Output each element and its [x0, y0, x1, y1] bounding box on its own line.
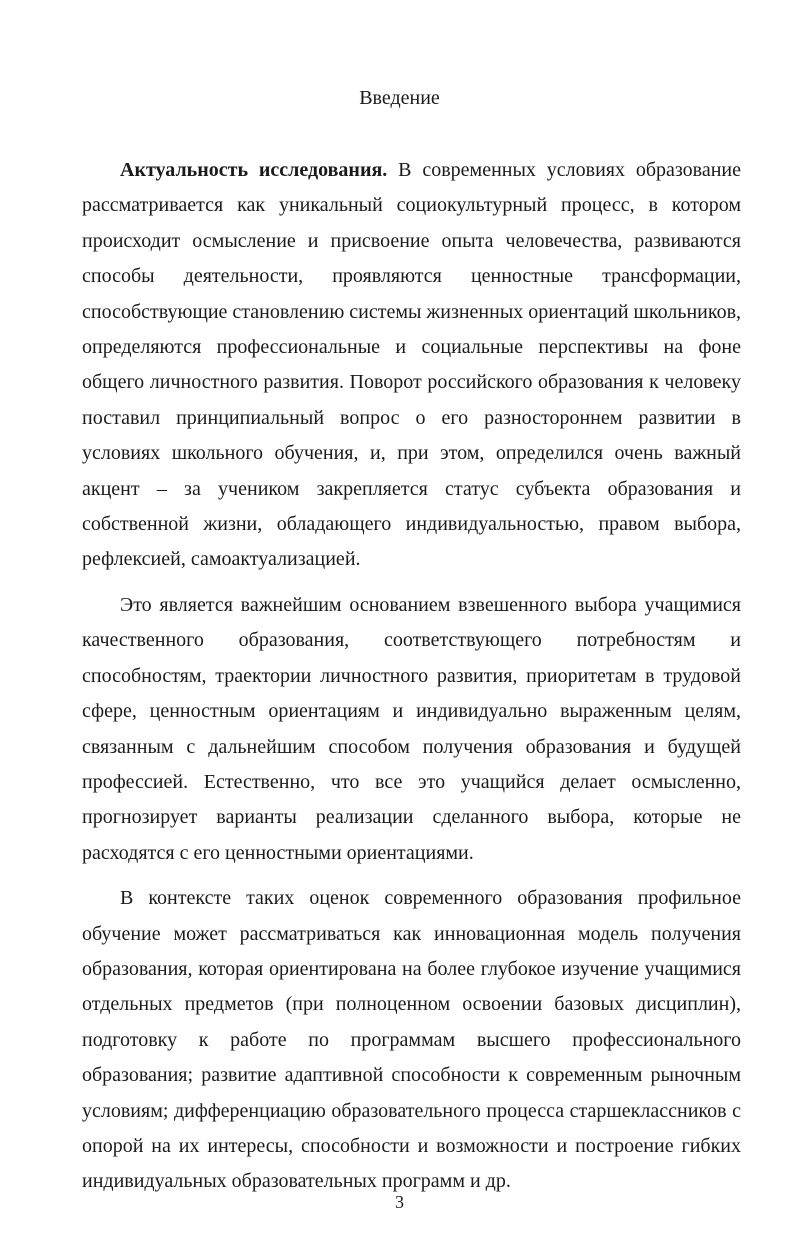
- paragraph-profile-education: В контексте таких оценок современного образования профильное обучение может рассматриваться как инновационная модель получения образования, которая ориентирована на более глубокое изучение учащимися отдельных предметов (при полноценном освоении базовых дисциплин), подготовку к работе по программам высшего профессионального образования; развитие адаптивной способности к современным рыночным условиям; дифференциацию образовательного процесса старшеклассников с опорой на их интересы, способности и возможности и построение гибких индивидуальных образовательных программ и др.: [82, 887, 741, 1193]
- paragraph-choice-basis: Это является важнейшим основанием взвешенного выбора учащимися качественного образования, соответствующего потребностям и способностям, траектории личностного развития, приоритетам в трудовой сфере, ценностным ориентациям и индивидуально выраженным целям, связанным с дальнейшим способом получения образования и будущей профессией. Естественно, что все это учащийся делает осмысленно, прогнозирует варианты реализации сделанного выбора, которые не расходятся с его ценностными ориентациями.: [82, 593, 741, 864]
- page-title: Введение: [359, 87, 440, 109]
- paragraph-relevance: [82, 153, 741, 578]
- document-body: [82, 153, 741, 1200]
- paragraph-text: В современных условиях образование рассматривается как уникальный социокультурный процесс, в котором происходит осмысление и присвоение опыта человечества, развиваются способы деятельности, проявляются ценностные трансформации, способствующие становлению системы жизненных ориентаций школьников, определяются профессиональные и социальные перспективы на фоне общего личностного развития. Поворот российского образования к человеку поставил принципиальный вопрос о его разностороннем развитии в условиях школьного обучения, и, при этом, определился очень важный акцент – за учеником закрепляется статус субъекта образования и собственной жизни, обладающего индивидуальностью, правом выбора, рефлексией, самоактуализацией.: [82, 159, 742, 571]
- page-number: 3: [395, 1192, 404, 1212]
- paragraph-lead-heading: Актуальность исследования.: [120, 159, 388, 181]
